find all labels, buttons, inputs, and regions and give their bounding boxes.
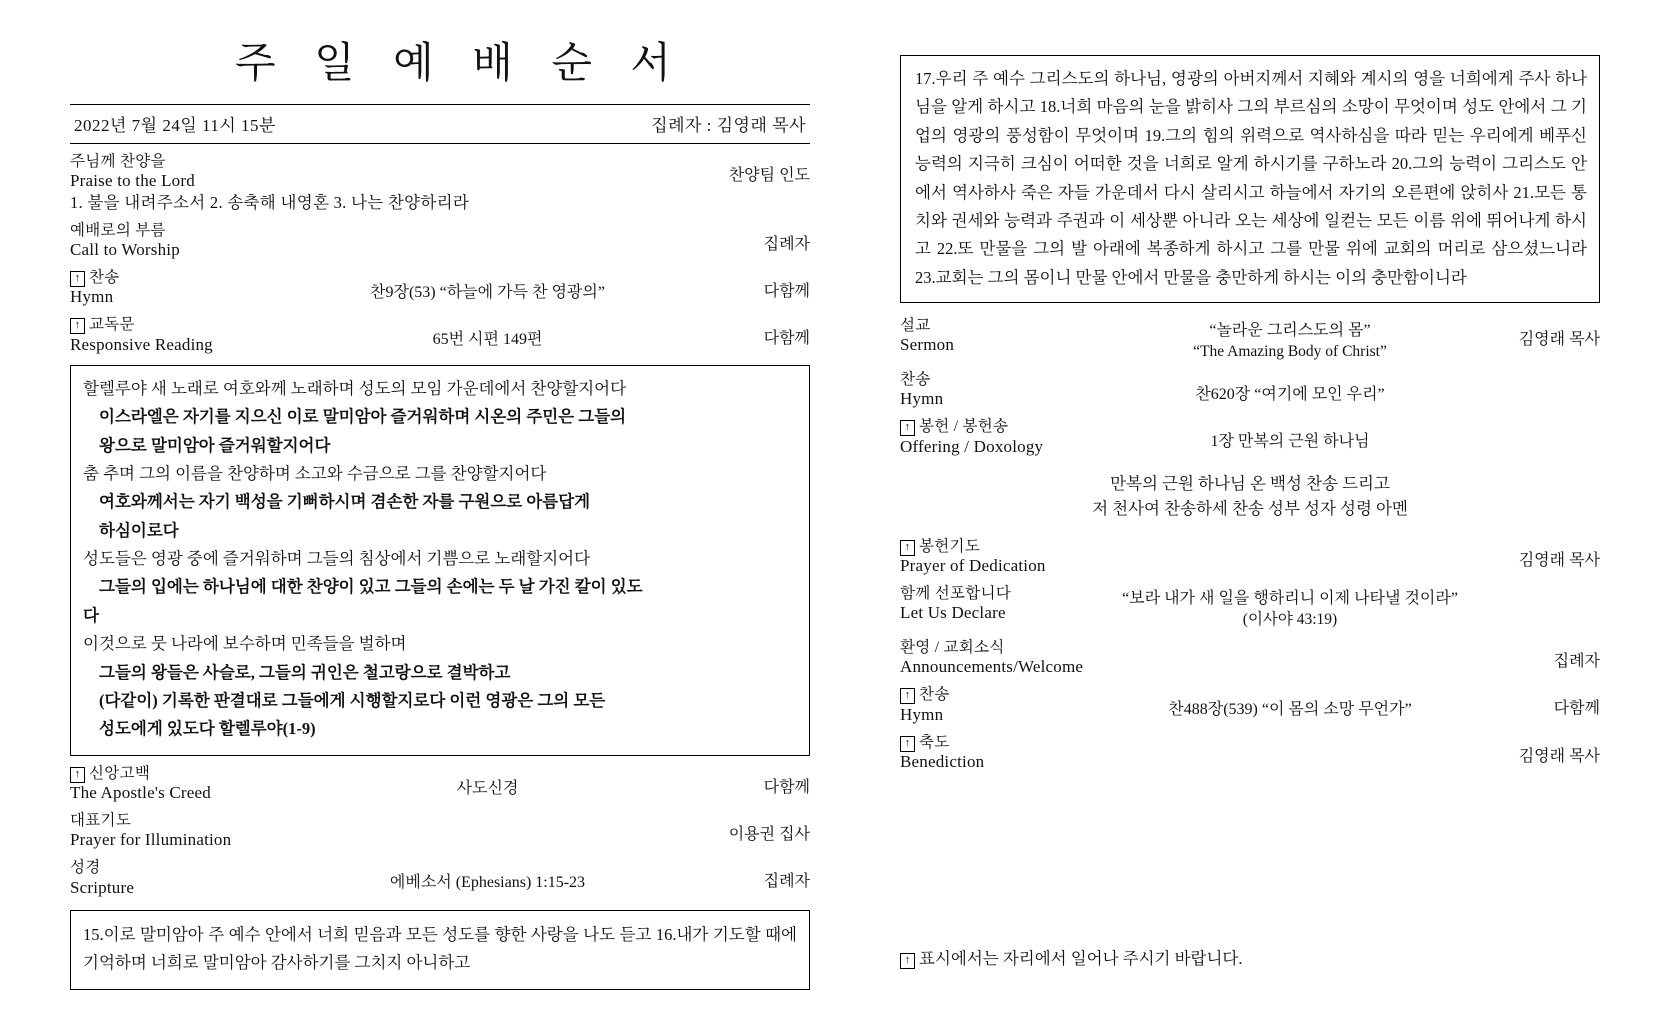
declare-verse: “보라 내가 새 일을 행하리니 이제 나타낼 것이라”: [1122, 590, 1458, 608]
order-item-detail: [285, 153, 690, 167]
order-item-label: [900, 317, 1100, 355]
order-item-hymn-2: [900, 371, 1600, 409]
order-item-detail: 1장 만복의 근원 하나님: [1210, 433, 1370, 451]
order-item-label-kr: 함께 선포합니다: [900, 585, 1012, 603]
reading-line: 이것으로 뭇 나라에 보수하며 민족들을 벌하며: [83, 634, 407, 654]
order-item-label: [900, 639, 1130, 677]
order-item-label-en: Responsive Reading: [70, 334, 213, 354]
order-item-leader: 집례자: [763, 235, 810, 253]
reading-line: 춤 추며 그의 이름을 찬양하며 소고와 수금으로 그를 찬양할지어다: [83, 463, 547, 483]
order-item-detail: [1100, 585, 1480, 630]
order-item-label: [900, 734, 1100, 772]
order-item-label-en: Let Us Declare: [900, 603, 1006, 623]
reading-line: 왕으로 말미암아 즐거워할지어다: [99, 435, 331, 455]
order-item-hymn-3: [900, 686, 1600, 724]
order-item-prayer-dedication: [900, 538, 1600, 576]
order-item-detail: 에베소서 (Ephesians) 1:15-23: [389, 874, 586, 892]
order-item-label-en: Benediction: [900, 751, 985, 771]
stand-marker-icon: ↑: [900, 420, 915, 436]
order-item-detail: [285, 222, 690, 236]
order-item-apostles-creed: [70, 765, 810, 803]
order-item-label-en: Hymn: [70, 287, 114, 307]
order-item-label: [900, 538, 1100, 576]
order-item-label: [70, 812, 285, 850]
order-item-label-kr-text: 교독문: [89, 316, 135, 334]
order-item-label-kr: [70, 316, 285, 334]
order-item-label: [900, 418, 1100, 456]
order-item-detail: 사도신경: [456, 779, 519, 797]
order-item-label-kr: 설교: [900, 317, 931, 334]
order-item-leader: [1480, 585, 1600, 599]
order-item-leader: 집례자: [1553, 652, 1600, 670]
reading-line: (다같이) 기록한 판결대로 그들에게 시행할지로다 이런 영광은 그의 모든: [99, 690, 606, 710]
order-item-label-kr-text: 찬송: [919, 686, 950, 704]
order-item-label: [900, 371, 1100, 409]
left-column: [70, 30, 810, 990]
stand-marker-icon: ↑: [70, 767, 85, 783]
order-item-label-en: Offering / Doxology: [900, 436, 1044, 456]
order-item-label-kr: 대표기도: [70, 811, 132, 829]
order-item-sermon: [900, 317, 1600, 362]
sermon-title-kr: “놀라운 그리스도의 몸”: [1209, 322, 1371, 339]
order-item-label-kr-text: 축도: [919, 733, 950, 751]
order-item-label: [70, 193, 710, 212]
reading-line: 다: [83, 605, 99, 625]
reading-line: 그들의 입에는 하나님에 대한 찬양이 있고 그들의 손에는 두 날 가진 칼이 있도: [99, 577, 643, 597]
order-item-label-kr: 환영 / 교회소식: [900, 638, 1005, 656]
order-item-label: [70, 765, 285, 803]
order-item-scripture: [70, 859, 810, 897]
order-item-leader: 김영래 목사: [1518, 331, 1600, 348]
order-item-label-en: The Apostle's Creed: [70, 782, 211, 802]
order-item-detail: [1100, 538, 1480, 552]
order-item-label-kr: 예배로의 부름: [70, 221, 166, 239]
order-item-label-kr: [70, 765, 285, 783]
order-item-label: [70, 222, 285, 260]
order-item-label: [70, 153, 285, 191]
order-item-detail: 찬9장(53) “하늘에 가득 찬 영광의”: [370, 284, 605, 302]
order-item-offering: [900, 418, 1600, 456]
doxology-line: 저 천사여 찬송하세 찬송 성부 성자 성령 아멘: [1092, 499, 1408, 519]
order-item-label-kr-text: 신앙고백: [89, 764, 151, 782]
stand-marker-icon: ↑: [70, 271, 85, 287]
responsive-reading-box: [70, 365, 810, 756]
order-item-responsive-reading: [70, 316, 810, 354]
order-item-detail: 찬488장(539) “이 몸의 소망 무언가”: [1168, 701, 1412, 719]
footnote-text: 표시에서는 자리에서 일어나 주시기 바랍니다.: [919, 949, 1243, 968]
scripture-box-left: 15.이로 말미암아 주 예수 안에서 너희 믿음과 모든 성도를 향한 사랑을 나도 듣고 16.내가 기도할 때에 기억하며 너희로 말미암아 감사하기를 그치지 아니하고: [70, 910, 810, 991]
order-item-detail: 찬620장 “여기에 모인 우리”: [1195, 385, 1385, 403]
order-item-leader: 다함께: [763, 330, 810, 348]
order-item-label-kr: [900, 418, 1100, 436]
order-item-detail: [1100, 734, 1480, 748]
sermon-title-en: “The Amazing Body of Christ”: [1193, 342, 1387, 360]
order-item-leader: 김영래 목사: [1518, 747, 1600, 765]
service-officiant: 집례자 : 김영래 목사: [651, 116, 806, 135]
reading-line: 할렐루야 새 노래로 여호와께 노래하며 성도의 모임 가운데에서 찬양할지어다: [83, 378, 627, 398]
order-item-praise: [70, 153, 810, 191]
order-item-leader: [1480, 371, 1600, 385]
order-item-leader: 김영래 목사: [1518, 551, 1600, 569]
order-item-detail: [1130, 639, 1480, 653]
right-column: [900, 55, 1600, 772]
order-item-label-en: Prayer of Dedication: [900, 556, 1046, 575]
order-item-label-kr-text: 봉헌 / 봉헌송: [919, 418, 1009, 436]
order-item-label-en: Scripture: [70, 877, 135, 897]
order-item-label: [70, 316, 285, 354]
order-item-call-to-worship: [70, 222, 810, 260]
order-item-let-us-declare: [900, 585, 1600, 630]
doxology-line: 만복의 근원 하나님 온 백성 찬송 드리고: [1110, 473, 1390, 493]
order-item-label-en: Sermon: [900, 335, 955, 355]
order-item-leader: [710, 193, 830, 207]
order-item-label-kr-text: 봉헌기도: [919, 537, 981, 555]
service-header: [70, 104, 810, 144]
praise-song-list: 1. 불을 내려주소서 2. 송축해 내영혼 3. 나는 찬양하리라: [70, 193, 470, 213]
reading-line: 성도에게 있도다 할렐루야(1-9): [99, 719, 316, 739]
order-item-label-en: Prayer for Illumination: [70, 830, 232, 850]
order-item-label-en: Praise to the Lord: [70, 171, 195, 191]
page-title: 주 일 예 배 순 서: [235, 41, 685, 87]
stand-marker-icon: ↑: [900, 540, 915, 556]
order-item-label-en: Hymn: [900, 704, 944, 724]
order-item-prayer-illumination: [70, 812, 810, 850]
stand-marker-icon: ↑: [900, 953, 915, 969]
declare-reference: (이사야 43:19): [1242, 610, 1338, 628]
order-item-label-en: Hymn: [900, 389, 944, 409]
order-item-leader: 다함께: [763, 283, 810, 301]
order-item-detail: [285, 812, 690, 826]
order-item-label: [70, 859, 285, 897]
order-item-label: [70, 269, 285, 307]
doxology-text: [900, 471, 1600, 522]
order-item-label-kr: [70, 269, 285, 287]
reading-line: 여호와께서는 자기 백성을 기뻐하시며 겸손한 자를 구원으로 아름답게: [99, 492, 591, 512]
reading-line: 이스라엘은 자기를 지으신 이로 말미암아 즐거워하며 시온의 주민은 그들의: [99, 407, 627, 427]
order-item-label-en: Announcements/Welcome: [900, 657, 1084, 677]
order-item-leader: 찬양팀 인도: [728, 167, 810, 184]
order-item-label-kr-text: 찬송: [89, 269, 120, 287]
order-item-praise-songs: [70, 193, 810, 212]
order-item-leader: 이용권 집사: [728, 825, 810, 843]
order-item-label-kr: [900, 734, 1100, 752]
order-item-hymn-1: [70, 269, 810, 307]
reading-line: 하심이로다: [99, 520, 179, 540]
order-item-leader: 집례자: [763, 873, 810, 891]
order-item-label-kr: 성경: [70, 859, 101, 877]
stand-marker-footnote: [900, 945, 1242, 969]
order-item-label-kr: 주님께 찬양을: [70, 153, 166, 170]
stand-marker-icon: ↑: [70, 318, 85, 334]
order-item-label: [900, 686, 1100, 724]
order-item-leader: 다함께: [1553, 700, 1600, 718]
order-item-label-kr: [900, 538, 1100, 556]
order-item-label-kr: 찬송: [900, 370, 931, 388]
order-item-label-kr: [900, 686, 1100, 704]
order-item-leader: 다함께: [763, 778, 810, 796]
order-item-benediction: [900, 734, 1600, 772]
order-item-label-en: Call to Worship: [70, 240, 180, 260]
stand-marker-icon: ↑: [900, 736, 915, 752]
order-item-detail: [1100, 317, 1480, 362]
service-date: 2022년 7월 24일 11시 15분: [74, 116, 276, 135]
order-item-leader: [1480, 418, 1600, 432]
reading-line: 그들의 왕들은 사슬로, 그들의 귀인은 철고랑으로 결박하고: [99, 662, 511, 682]
order-item-label: [900, 585, 1100, 623]
order-item-announcements: [900, 639, 1600, 677]
scripture-box-right: 17.우리 주 예수 그리스도의 하나님, 영광의 아버지께서 지혜와 계시의 영을 너희에게 주사 하나님을 알게 하시고 18.너희 마음의 눈을 밝히사 그의 부르심의 소망이 무엇이며 성도 안에서 그 기업의 영광의 풍성함이 무엇이며 19.그의 힘의 위력으로 역사하심을 따라 믿는 우리에게 베푸신 능력의 지극히 크심이 어떠한 것을 너희로 알게 하시기를 구하노라 20.그의 능력이 그리스도 안에서 역사하사 죽은 자들 가운데서 다시 살리시고 하늘에서 자기의 오른편에 앉히사 21.모든 통치와 권세와 능력과 주권과 이 세상뿐 아니라 오는 세상에 일컫는 모든 이름 위에 뛰어나게 하시고 22.또 만물을 그의 발 아래에 복종하게 하시고 그를 만물 위에 교회의 머리로 삼으셨느니라 23.교회는 그의 몸이니 만물 안에서 만물을 충만하게 하시는 이의 충만함이니라: [900, 55, 1600, 303]
order-item-detail: 65번 시편 149편: [432, 331, 543, 349]
reading-line: 성도들은 영광 중에 즐거워하며 그들의 침상에서 기쁨으로 노래할지어다: [83, 549, 591, 569]
stand-marker-icon: ↑: [900, 688, 915, 704]
